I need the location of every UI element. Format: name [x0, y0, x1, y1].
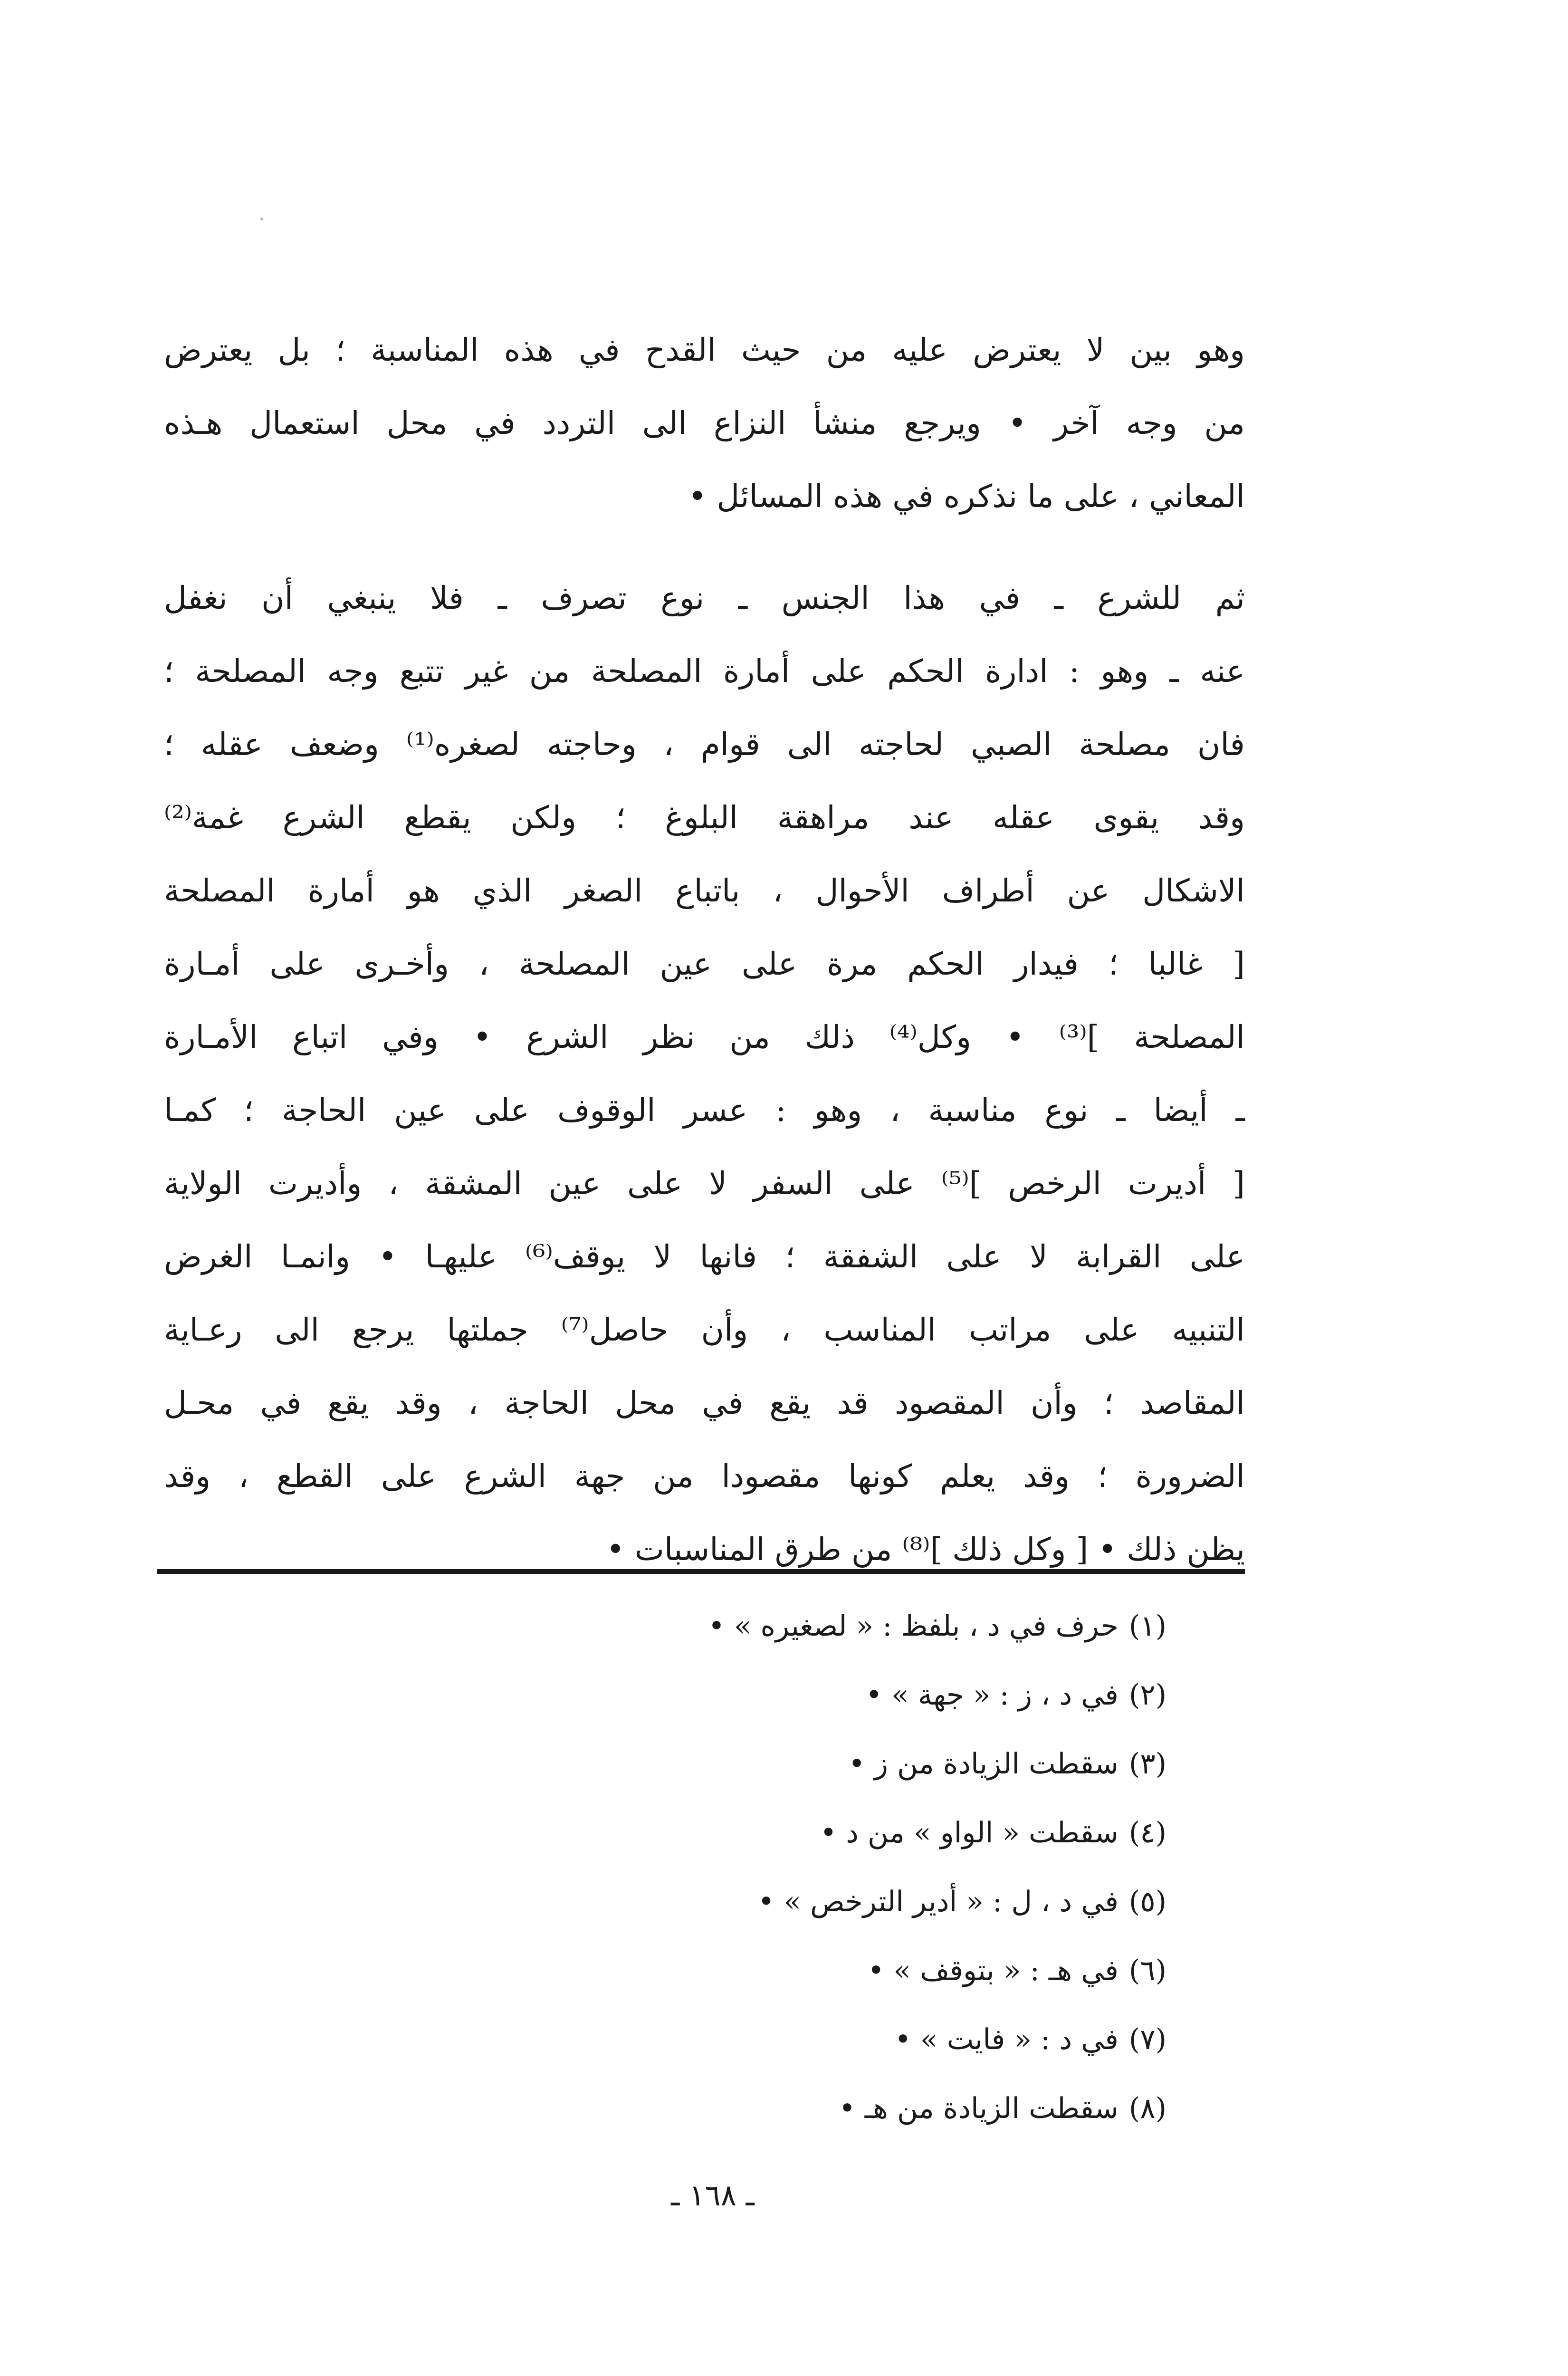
text-line: [ أديرت الرخص ]⁽⁵⁾ على السفر لا على عين المشقة ، وأديرت الولاية [164, 1165, 1245, 1202]
text-line: من وجه آخر • ويرجع منشأ النزاع الى التردد في محل استعمال هـذه [164, 405, 1245, 441]
text-line: [ غالبا ؛ فيدار الحكم مرة على عين المصلحة ، وأخـرى على أمـارة [164, 946, 1245, 982]
footnote-5 [359, 1868, 1166, 1936]
footnote-3 [359, 1730, 1166, 1799]
footnote-text: في د ، ل : « أدير الترخص » • [757, 1885, 1119, 1918]
footnote-1 [359, 1592, 1166, 1661]
footnote-8 [359, 2074, 1166, 2143]
footnotes [359, 1592, 1166, 2143]
footnote-text: في د ، ز : « جهة » • [865, 1678, 1119, 1712]
text-line: فان مصلحة الصبي لحاجته الى قوام ، وحاجته لصغره⁽¹⁾ وضعف عقله ؛ [164, 726, 1245, 763]
footnote-number: (٤) [1128, 1816, 1166, 1849]
footnote-number: (١) [1128, 1610, 1166, 1643]
footnote-number: (٢) [1128, 1678, 1166, 1712]
paragraph-gap [164, 533, 1245, 562]
text-line: ـ أيضا ـ نوع مناسبة ، وهو : عسر الوقوف على عين الحاجة ؛ كمـا [164, 1092, 1245, 1129]
footnote-text: سقطت الزيادة من ز • [848, 1747, 1119, 1781]
text-line: على القرابة لا على الشفقة ؛ فانها لا يوقف⁽⁶⁾ عليهـا • وانمـا الغرض [164, 1238, 1245, 1275]
text-line: الاشكال عن أطراف الأحوال ، باتباع الصغر الذي هو أمارة المصلحة [164, 872, 1245, 909]
footnote-2 [359, 1661, 1166, 1730]
footnote-number: (٦) [1128, 1954, 1166, 1987]
footnote-number: (٧) [1128, 2023, 1166, 2056]
text-line: الضرورة ؛ وقد يعلم كونها مقصودا من جهة الشرع على القطع ، وقد [164, 1458, 1245, 1495]
text-line: المصلحة ]⁽³⁾ • وكل⁽⁴⁾ ذلك من نظر الشرع • وفي اتباع الأمـارة [164, 1019, 1245, 1055]
footnote-text: سقطت « الواو » من د • [820, 1816, 1119, 1849]
footnote-separator [157, 1569, 1245, 1574]
footnote-number: (٨) [1128, 2092, 1166, 2125]
page-number: ـ ١٦٨ ـ [671, 2178, 755, 2213]
text-line: عنه ـ وهو : ادارة الحكم على أمارة المصلحة من غير تتبع وجه المصلحة ؛ [164, 653, 1245, 690]
footnote-6 [359, 1936, 1166, 2005]
footnote-number: (٣) [1128, 1747, 1166, 1781]
main-text [164, 314, 1245, 1586]
text-line: المعاني ، على ما نذكره في هذه المسائل • [688, 478, 1245, 515]
text-line: وقد يقوى عقله عند مراهقة البلوغ ؛ ولكن يقطع الشرع غمة⁽²⁾ [164, 799, 1245, 836]
footnote-text: في د : « فايت » • [894, 2023, 1119, 2056]
text-line: ثم للشرع ـ في هذا الجنس ـ نوع تصرف ـ فلا ينبغي أن نغفل [164, 580, 1245, 616]
text-line: المقاصد ؛ وأن المقصود قد يقع في محل الحاجة ، وقد يقع في محـل [164, 1385, 1245, 1421]
text-line: وهو بين لا يعترض عليه من حيث القدح في هذه المناسبة ؛ بل يعترض [164, 332, 1245, 368]
footnote-4 [359, 1799, 1166, 1868]
footnote-text: حرف في د ، بلفظ : « لصغيره » • [708, 1610, 1119, 1643]
text-line: يظن ذلك • [ وكل ذلك ]⁽⁸⁾ من طرق المناسبات • [606, 1531, 1245, 1568]
footnote-number: (٥) [1128, 1885, 1166, 1918]
footnote-text: سقطت الزيادة من هـ • [839, 2092, 1119, 2125]
footnote-7 [359, 2005, 1166, 2074]
text-line: التنبيه على مراتب المناسب ، وأن حاصل⁽⁷⁾ جملتها يرجع الى رعـاية [164, 1312, 1245, 1348]
scan-speck [260, 218, 263, 220]
footnote-text: في هـ : « بتوقف » • [867, 1954, 1119, 1987]
